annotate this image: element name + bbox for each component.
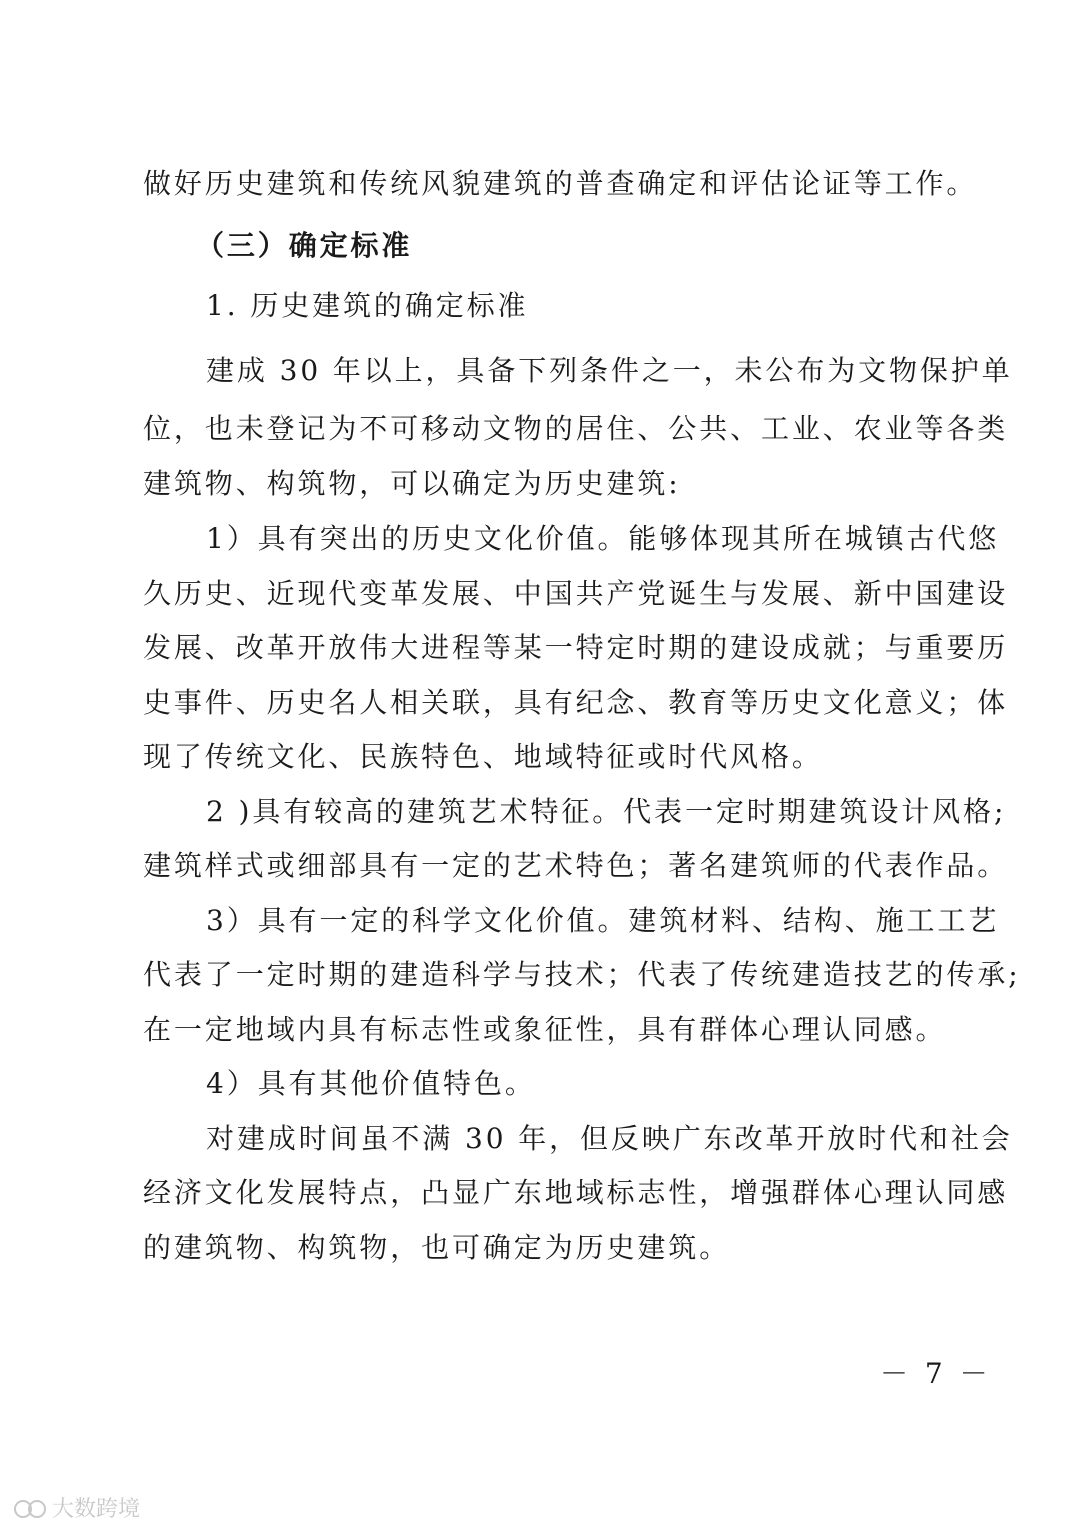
criterion-1-line: 1）具有突出的历史文化价值。能够体现其所在城镇古代悠 [206, 522, 1000, 555]
section-heading: （三）确定标准 [196, 229, 413, 262]
criterion-3-line: 代表了一定时期的建造科学与技术；代表了传统建造技艺的传承; [143, 958, 1021, 991]
watermark-text: 大数跨境 [52, 1497, 141, 1522]
paragraph-line: 位，也未登记为不可移动文物的居住、公共、工业、农业等各类 [143, 412, 1009, 445]
criterion-1-line: 久历史、近现代变革发展、中国共产党诞生与发展、新中国建设 [143, 577, 1009, 610]
criterion-3-line: 在一定地域内具有标志性或象征性，具有群体心理认同感。 [143, 1013, 947, 1046]
double-ring-logo-icon [14, 1498, 48, 1518]
paragraph-line: 的建筑物、构筑物，也可确定为历史建筑。 [143, 1231, 731, 1264]
criterion-3-line: 3）具有一定的科学文化价值。建筑材料、结构、施工工艺 [206, 904, 1000, 937]
criterion-4-line: 4）具有其他价值特色。 [206, 1067, 536, 1100]
watermark [14, 1492, 140, 1523]
paragraph-continuation: 做好历史建筑和传统风貌建筑的普查确定和评估论证等工作。 [143, 167, 978, 200]
page-number: － 7 － [880, 1357, 992, 1390]
criterion-2-line: 建筑样式或细部具有一定的艺术特色；著名建筑师的代表作品。 [143, 849, 1009, 882]
criterion-1-line: 发展、改革开放伟大进程等某一特定时期的建设成就；与重要历 [143, 631, 1009, 664]
paragraph-line: 建成 30 年以上，具备下列条件之一，未公布为文物保护单 [206, 354, 1013, 387]
subsection-heading: 1. 历史建筑的确定标准 [206, 289, 529, 322]
paragraph-line: 对建成时间虽不满 30 年，但反映广东改革开放时代和社会 [206, 1122, 1013, 1155]
criterion-2-line: 2 )具有较高的建筑艺术特征。代表一定时期建筑设计风格; [206, 795, 1007, 828]
paragraph-line: 经济文化发展特点，凸显广东地域标志性，增强群体心理认同感 [143, 1176, 1009, 1209]
paragraph-line: 建筑物、构筑物，可以确定为历史建筑: [143, 467, 681, 500]
criterion-1-line: 史事件、历史名人相关联，具有纪念、教育等历史文化意义；体 [143, 686, 1009, 719]
criterion-1-line: 现了传统文化、民族特色、地域特征或时代风格。 [143, 740, 823, 773]
